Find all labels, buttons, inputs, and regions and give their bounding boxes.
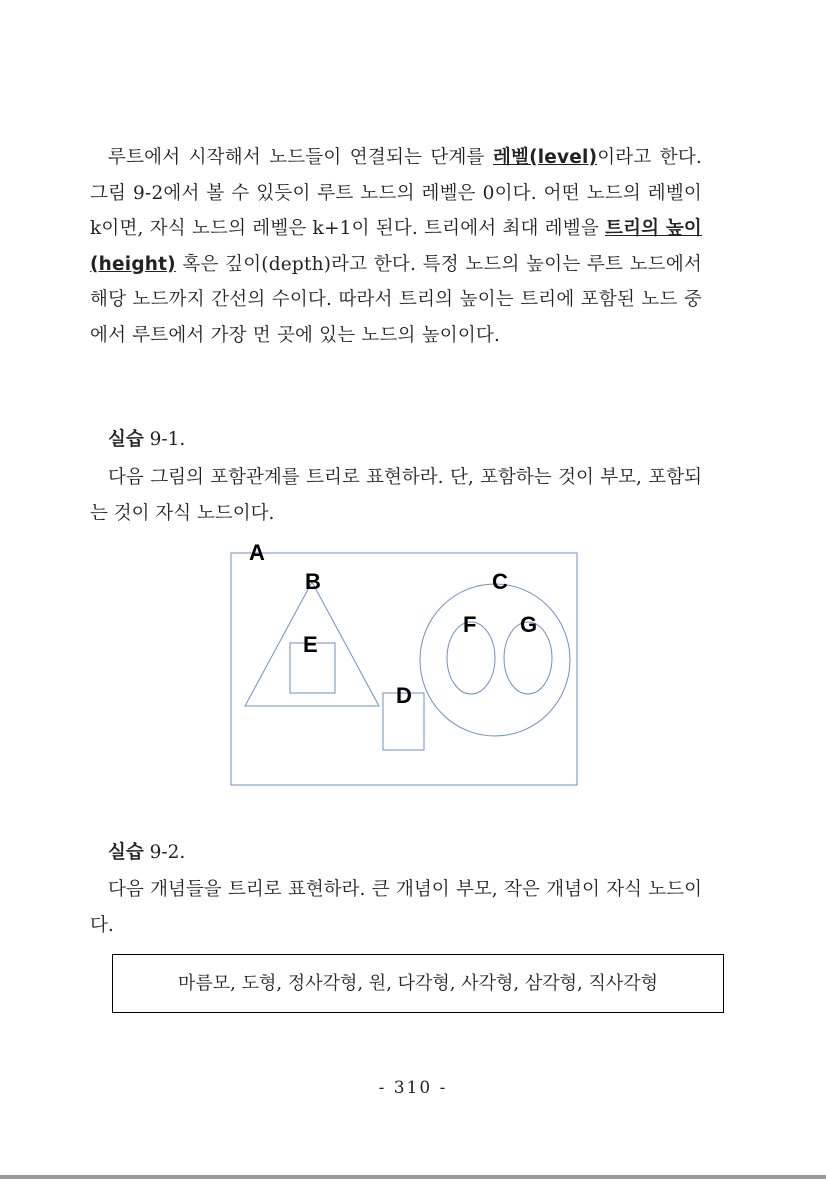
page-number: - 310 -: [378, 1078, 448, 1098]
concepts-box: 마름모, 도형, 정사각형, 원, 다각형, 사각형, 삼각형, 직사각형: [112, 954, 724, 1013]
exercise-1-text: 다음 그림의 포함관계를 트리로 표현하라. 단, 포함하는 것이 부모, 포함되는 것이 자식 노드이다.: [90, 467, 702, 524]
label-f: F: [463, 612, 477, 637]
exercise-2-heading: [108, 840, 185, 866]
height-term: 트리의 높이(height): [90, 218, 703, 275]
bottom-divider: [0, 1175, 826, 1179]
label-e: E: [303, 632, 318, 657]
intro-text-3: 혹은 깊이(depth)라고 한다. 특정 노드의 높이는 루트 노드에서 해당 노드까지 간선의 수이다. 따라서 트리의 높이는 트리에 포함된 노드 중에서 루트에서 가장 먼 곳에 있는 노드의 높이이다.: [90, 253, 702, 346]
exercise-2-label: 실습: [108, 842, 144, 863]
label-a: A: [249, 540, 265, 565]
label-d: D: [396, 683, 412, 708]
intro-text-1: 루트에서 시작해서 노드들이 연결되는 단계를: [108, 147, 493, 168]
intro-text-2: 이라고 한다. 그림 9-2에서 볼 수 있듯이 루트 노드의 레벨은 0이다. 어떤 노드의 레벨이 k이면, 자식 노드의 레벨은 k+1이 된다. 트리에서 최대 레벨을: [90, 147, 702, 239]
exercise-1-label: 실습: [108, 429, 144, 450]
diagram-shapes: [231, 553, 577, 785]
level-term: 레벨(level): [492, 147, 598, 168]
containment-diagram: [220, 538, 590, 798]
intro-paragraph: [90, 140, 702, 353]
label-c: C: [492, 569, 508, 594]
exercise-1-number: 9-1.: [149, 429, 186, 450]
exercise-1-heading: [108, 427, 185, 453]
label-b: B: [305, 569, 321, 594]
exercise-2-text: 다음 개념들을 트리로 표현하라. 큰 개념이 부모, 작은 개념이 자식 노드이다.: [90, 879, 702, 936]
label-g: G: [520, 612, 538, 637]
exercise-2-number: 9-2.: [149, 842, 186, 863]
